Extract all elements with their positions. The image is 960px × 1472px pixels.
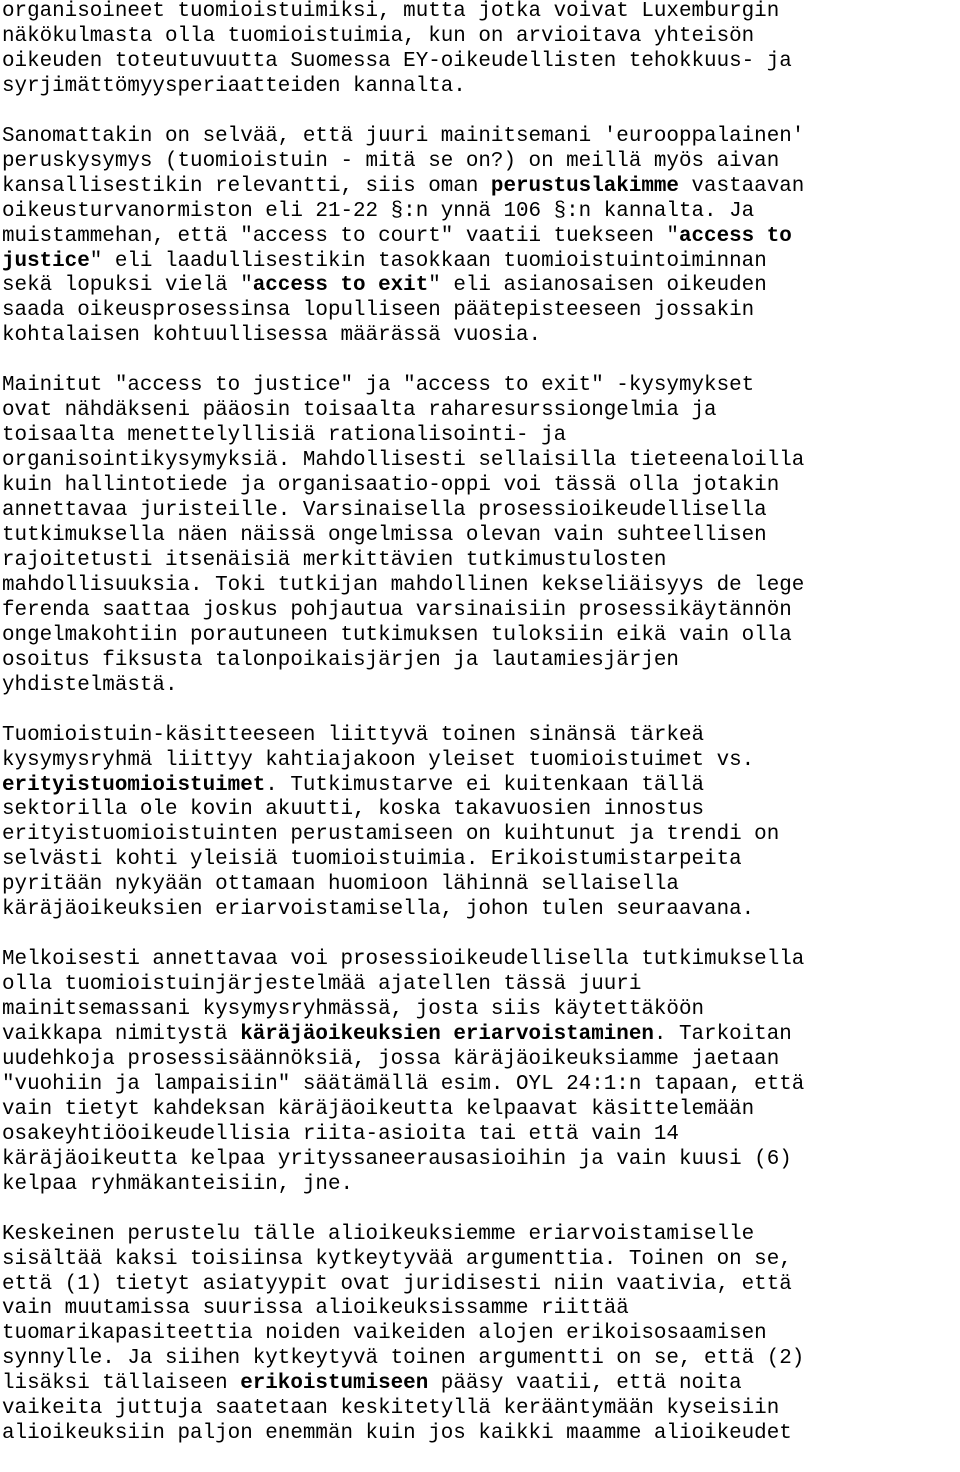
- bold-term: access to exit: [252, 274, 429, 298]
- text-segment: osakeyhtiöoikeudellisia riita-asioita tai että vain 14: [2, 1122, 679, 1146]
- text-segment: lisäksi tällaiseen: [2, 1372, 241, 1396]
- text-line: [2, 424, 957, 449]
- text-line: [2, 250, 957, 275]
- text-segment: syrjimättömyysperiaatteiden kannalta.: [2, 74, 466, 98]
- text-line: [2, 0, 957, 25]
- text-line: [2, 1073, 957, 1098]
- text-segment: sektorilla ole kovin akuutti, koska takavuosien innostus: [2, 798, 705, 822]
- text-segment: organisointikysymyksiä. Mahdollisesti sellaisilla tieteenaloilla: [2, 449, 805, 473]
- text-segment: peruskysymys (tuomioistuin - mitä se on?) on meillä myös aivan: [2, 149, 780, 173]
- text-line: [2, 25, 957, 50]
- text-segment: tutkimuksella näen näissä ongelmissa olevan vain suhteellisen: [2, 523, 767, 547]
- paragraph: [2, 1223, 957, 1448]
- text-segment: mahdollisuuksia. Toki tutkijan mahdollinen kekseliäisyys de lege: [2, 573, 805, 597]
- text-segment: "vuohiin ja lampaisiin" säätämällä esim. OYL 24:1:n tapaan, että: [2, 1072, 805, 1096]
- text-segment: tuomarikapasiteettia noiden vaikeiden alojen erikoisosaamisen: [2, 1322, 767, 1346]
- text-segment: sisältää kaksi toisiinsa kytkeytyvää argumenttia. Toinen on se,: [2, 1247, 792, 1271]
- text-line: [2, 873, 957, 898]
- text-segment: vain muutamissa suurissa alioikeuksissamme riittää: [2, 1297, 629, 1321]
- text-segment: vaikeita juttuja saatetaan keskitetyllä kerääntymään kyseisiin: [2, 1397, 780, 1421]
- text-line: [2, 474, 957, 499]
- text-segment: vain tietyt kahdeksan käräjäoikeutta kelpaavat käsittelemään: [2, 1097, 755, 1121]
- text-segment: kysymysryhmä liittyy kahtiajakoon yleiset tuomioistuimet vs.: [2, 748, 755, 772]
- text-line: [2, 225, 957, 250]
- text-segment: käräjäoikeuksien eriarvoistamisella, johon tulen seuraavana.: [2, 898, 755, 922]
- paragraph: [2, 724, 957, 924]
- text-segment: annettavaa juristeille. Varsinaisella prosessioikeudellisella: [2, 499, 767, 523]
- text-line: [2, 449, 957, 474]
- text-segment: organisoineet tuomioistuimiksi, mutta jotka voivat Luxemburgin: [2, 0, 780, 23]
- text-segment: erityistuomioistuinten perustamiseen on kuihtunut ja trendi on: [2, 823, 780, 847]
- text-line: [2, 175, 957, 200]
- text-line: [2, 624, 957, 649]
- text-line: [2, 973, 957, 998]
- text-segment: kohtalaisen kohtuullisessa määrässä vuosia.: [2, 324, 542, 348]
- text-line: [2, 848, 957, 873]
- text-segment: ovat nähdäkseni pääosin toisaalta raharesurssiongelmia ja: [2, 399, 717, 423]
- text-line: [2, 1223, 957, 1248]
- paragraph: [2, 948, 957, 1198]
- text-segment: oikeusturvanormiston eli 21-22 §:n ynnä 106 §:n kannalta. Ja: [2, 199, 755, 223]
- text-line: [2, 549, 957, 574]
- text-line: [2, 599, 957, 624]
- text-segment: käräjäoikeutta kelpaa yrityssaneerausasioihin ja vain kuusi (6): [2, 1147, 792, 1171]
- text-segment: Keskeinen perustelu tälle alioikeuksiemme eriarvoistamiselle: [2, 1222, 755, 1246]
- text-segment: Sanomattakin on selvää, että juuri mainitsemani 'eurooppalainen': [2, 124, 805, 148]
- text-line: [2, 1098, 957, 1123]
- text-segment: kuin hallintotiede ja organisaatio-oppi voi tässä olla jotakin: [2, 474, 780, 498]
- text-line: [2, 798, 957, 823]
- text-line: [2, 499, 957, 524]
- text-line: [2, 200, 957, 225]
- bold-term: perustuslakimme: [490, 174, 679, 198]
- text-segment: synnylle. Ja siihen kytkeytyvä toinen argumentti on se, että (2): [2, 1347, 805, 1371]
- text-segment: . Tarkoitan: [653, 1023, 792, 1047]
- text-segment: yhdistelmästä.: [2, 673, 178, 697]
- text-line: [2, 1048, 957, 1073]
- text-line: [2, 1347, 957, 1372]
- bold-term: erityistuomioistuimet: [2, 773, 266, 797]
- text-line: [2, 823, 957, 848]
- text-line: [2, 948, 957, 973]
- text-line: [2, 1297, 957, 1322]
- text-segment: muistammehan, että "access to court" vaatii tuekseen ": [2, 224, 679, 248]
- text-segment: saada oikeusprosessinsa lopulliseen päätepisteeseen jossakin: [2, 299, 755, 323]
- text-line: [2, 674, 957, 699]
- text-segment: mainitsemassani kysymysryhmässä, josta siis käytettäköön: [2, 998, 705, 1022]
- text-segment: uudehkoja prosessisäännöksiä, jossa käräjäoikeuksiamme jaetaan: [2, 1047, 780, 1071]
- text-segment: pääsy vaatii, että noita: [428, 1372, 742, 1396]
- text-line: [2, 1372, 957, 1397]
- text-segment: selvästi kohti yleisiä tuomioistuimia. Erikoistumistarpeita: [2, 848, 742, 872]
- text-line: [2, 649, 957, 674]
- text-line: [2, 1273, 957, 1298]
- text-segment: kelpaa ryhmäkanteisiin, jne.: [2, 1172, 354, 1196]
- text-segment: näkökulmasta olla tuomioistuimia, kun on arvioitava yhteisön: [2, 24, 755, 48]
- text-segment: sekä lopuksi vielä ": [2, 274, 253, 298]
- text-segment: Melkoisesti annettavaa voi prosessioikeudellisella tutkimuksella: [2, 948, 805, 972]
- text-segment: toisaalta menettelyllisiä rationalisointi- ja: [2, 424, 567, 448]
- text-segment: kansallisestikin relevantti, siis oman: [2, 174, 491, 198]
- text-line: [2, 998, 957, 1023]
- text-line: [2, 1248, 957, 1273]
- text-line: [2, 274, 957, 299]
- text-line: [2, 125, 957, 150]
- text-segment: alioikeuksiin paljon enemmän kuin jos kaikki maamme alioikeudet: [2, 1422, 792, 1446]
- text-line: [2, 299, 957, 324]
- text-line: [2, 150, 957, 175]
- text-line: [2, 75, 957, 100]
- text-line: [2, 324, 957, 349]
- text-line: [2, 774, 957, 799]
- text-line: [2, 1322, 957, 1347]
- document-body: [2, 0, 957, 1472]
- text-segment: ferenda saattaa joskus pohjautua varsinaisiin prosessikäytännön: [2, 598, 792, 622]
- text-line: [2, 374, 957, 399]
- text-line: [2, 1148, 957, 1173]
- text-line: [2, 749, 957, 774]
- paragraph: [2, 0, 957, 100]
- bold-term: justice: [2, 249, 90, 273]
- text-line: [2, 1397, 957, 1422]
- text-segment: pyritään nykyään ottamaan huomioon lähinnä sellaisella: [2, 873, 679, 897]
- text-line: [2, 524, 957, 549]
- text-line: [2, 1123, 957, 1148]
- text-line: [2, 1422, 957, 1447]
- text-line: [2, 574, 957, 599]
- text-segment: " eli asianosaisen oikeuden: [428, 274, 767, 298]
- text-segment: Tuomioistuin-käsitteeseen liittyvä toinen sinänsä tärkeä: [2, 723, 705, 747]
- text-segment: . Tutkimustarve ei kuitenkaan tällä: [265, 773, 705, 797]
- text-segment: olla tuomioistuinjärjestelmää ajatellen tässä juuri: [2, 973, 642, 997]
- text-segment: rajoitetusti itsenäisiä merkittävien tutkimustulosten: [2, 548, 667, 572]
- text-segment: vaikkapa nimitystä: [2, 1023, 241, 1047]
- text-line: [2, 399, 957, 424]
- text-segment: " eli laadullisestikin tasokkaan tuomioistuintoiminnan: [89, 249, 767, 273]
- text-segment: että (1) tietyt asiatyypit ovat juridisesti niin vaativia, että: [2, 1272, 792, 1296]
- paragraph: [2, 374, 957, 698]
- text-line: [2, 1023, 957, 1048]
- text-segment: osoitus fiksusta talonpoikaisjärjen ja lautamiesjärjen: [2, 648, 679, 672]
- text-segment: ongelmakohtiin porautuneen tutkimuksen tuloksiin eikä vain olla: [2, 623, 792, 647]
- text-line: [2, 50, 957, 75]
- text-segment: oikeuden toteutuvuutta Suomessa EY-oikeudellisten tehokkuus- ja: [2, 49, 792, 73]
- bold-term: käräjäoikeuksien eriarvoistaminen: [240, 1023, 654, 1047]
- text-line: [2, 724, 957, 749]
- paragraph: [2, 125, 957, 350]
- text-segment: Mainitut "access to justice" ja "access to exit" -kysymykset: [2, 374, 755, 398]
- text-line: [2, 898, 957, 923]
- bold-term: access to: [678, 224, 792, 248]
- bold-term: erikoistumiseen: [240, 1372, 429, 1396]
- text-line: [2, 1173, 957, 1198]
- text-segment: vastaavan: [678, 174, 805, 198]
